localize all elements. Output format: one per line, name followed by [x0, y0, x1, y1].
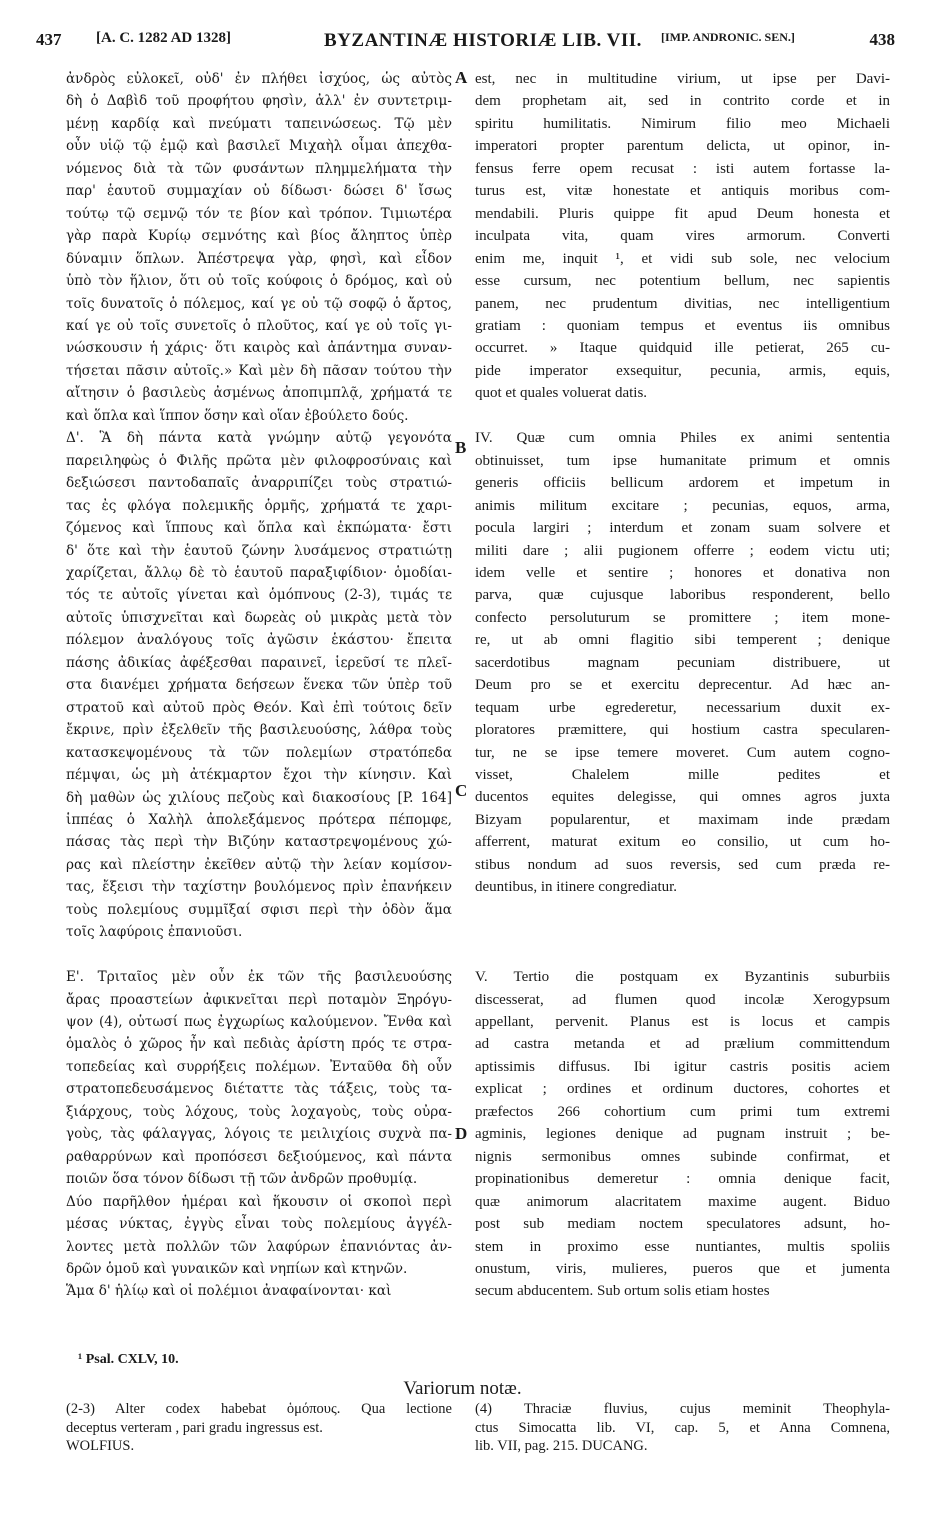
latin-text-line: explicat ; ordines et ordinum ductores, cohortes et [475, 1081, 890, 1098]
greek-text-line: παρ' ἑαυτοῦ συμμαχίαν οὐ δίδωσι· δώσει δ' ἴσως [66, 183, 452, 200]
latin-text-line: gratiam : quoniam tempus et eventus iis omnibus [475, 317, 890, 334]
greek-text-line: Ε'. Τριταῖος μὲν οὖν ἐκ τῶν τῆς βασιλευούσης [66, 969, 452, 986]
greek-text-line: τούτῳ τῷ σεμνῷ τόν τε βίον καὶ τρόπον. Τιμιωτέρα [66, 205, 452, 222]
latin-text-line: idem velle et sentire ; honores et donativa non [475, 564, 890, 581]
latin-text-line: re, ut ab omni flagitio sibi temperent ; denique [475, 632, 890, 649]
notes-title: Variorum notæ. [403, 1378, 522, 1399]
greek-text-line: ρας καὶ πλείστην ἐκεῖθεν αὐτῷ τὴν λείαν κομίσον- [66, 856, 452, 873]
latin-text-line: appellant, pervenit. Planus est is locus et campis [475, 1013, 890, 1030]
greek-text-line: πέμψαι, ὡς μὴ ἀτέκμαρτον ἔχοι τὴν κίνησιν. Καὶ [66, 767, 452, 784]
greek-text-line: ποιῶν ὅσα τόνον δίδωσι τῇ τῶν ἀνδρῶν προθυμίᾳ. [66, 1171, 418, 1188]
latin-text-line: ducentos equites delegisse, qui omnes agros juxta [475, 789, 890, 806]
section-marker-c: C [455, 781, 468, 800]
greek-text-line: στρατοπεδευσάμενος διέταττε τὰς τάξεις, τοὺς τα- [66, 1081, 452, 1098]
section-marker-d: D [455, 1124, 468, 1143]
latin-text-line: imperatori propter parentum delicta, ut opinor, in- [475, 138, 890, 155]
latin-text-line: sacerdotibus magnam pecuniam distribuere, ut [475, 654, 890, 671]
greek-text-line: μένῃ καρδίᾳ καὶ πνεύματι ταπεινώσεως. Τῷ μὲν [66, 115, 452, 132]
latin-text-line: visset, Chalelem mille pedites et [475, 767, 890, 784]
section-marker-a: A [455, 68, 468, 87]
running-header [36, 30, 895, 58]
greek-text-line: αὐτοῖς ὑπισχνεῖται καὶ δωρεὰς οὐ μικρὰς μετὰ τὸν [66, 609, 452, 626]
greek-text-line: τοπεδείας καὶ συρρήξεις πολέμων. Ἐνταῦθα δὴ οὖν [66, 1058, 452, 1075]
greek-text-line: Ἅμα δ' ἡλίῳ καὶ οἱ πολέμιοι ἀναφαίνονται· καὶ [66, 1283, 392, 1300]
latin-text-line: discesserat, ad flumen quod incolæ Xerogypsum [475, 991, 890, 1008]
latin-text-line: ad castra metanda et ad prælium committendum [475, 1036, 890, 1053]
note-line: lib. VII, pag. 215. DUCANG. [475, 1438, 648, 1454]
greek-text-line: στα διανέμει χρήματα δεήσεων ἕνεκα τῶν ὑπὲρ τοῦ [66, 677, 452, 694]
greek-text-line: αἴτησιν ὁ βασιλεὺς ἀσμένως ἀποπιμπλᾷ, χρήματά τε [66, 385, 452, 402]
date-range: [A. C. 1282 AD 1328] [96, 30, 231, 46]
latin-text-column [475, 68, 890, 1303]
greek-text-line: ξιάρχους, τοὺς λόχους, τοὺς λοχαγοὺς, τοὺς οὐρα- [66, 1103, 452, 1120]
greek-text-line: ὁμαλὸς ὁ χῶρος ἦν καὶ πεδιὰς ἀρίστη πρός τε στρα- [66, 1036, 452, 1053]
greek-text-line: καὶ ὅπλα καὶ ἵππον ὅσην καὶ οἵαν ἐβούλετο δούς. [66, 407, 409, 424]
greek-text-column [66, 68, 452, 1303]
greek-text-line: δύναμιν ὅπλων. Ἀπέστρεψα γὰρ, φησὶ, καὶ εἶδον [66, 250, 452, 267]
greek-text-line: δ' ὅτε καὶ τὴν ἑαυτοῦ ζώνην λυσάμενος στρατιώτῃ [66, 542, 452, 559]
latin-text-line: Deum pro se et exercitu deprecentur. Ad hæc an- [475, 677, 890, 694]
latin-text-line: stem in proximo esse nuntiantes, multis spoliis [475, 1238, 890, 1255]
greek-text-line: γὰρ παρὰ Κυρίῳ σεμνότης καὶ βίος ἄληπτος ὑπὲρ [66, 228, 452, 245]
latin-text-line: stibus nondum ad suos reversis, sed cum præda re- [475, 856, 890, 873]
latin-text-line: tequam urbe egrederetur, necessarium duxit ex- [475, 699, 890, 716]
note-line: (2-3) Alter codex habebat ὁμόπους. Qua lectione [66, 1401, 452, 1417]
greek-text-line: τας, ἔξεισι τὴν ταχίστην βουλόμενος πρὶν ἐπανήκειν [66, 879, 452, 896]
greek-text-line: δὴ μαθὼν ὡς χιλίους πεζοὺς καὶ διακοσίους [P. 164] [66, 789, 452, 806]
paragraph-gap [475, 921, 890, 943]
latin-text-line: propinationibus demeretur : omnia denique facit, [475, 1171, 890, 1188]
greek-text-line: ζόμενος καὶ ἵππους καὶ ὅπλα καὶ ἐκπώματα· ἔστι [66, 520, 452, 537]
latin-text-line: panem, nec prudentum divitias, nec intelligentium [475, 295, 890, 312]
latin-text-line: Bizyam popularentur, et maximam inde prædam [475, 811, 890, 828]
paragraph-gap [475, 405, 890, 427]
greek-text-line: στρατοῦ καὶ αὐτοῦ πρὸς Θεόν. Καὶ ἐπὶ τούτοις δεῖν [66, 699, 452, 716]
greek-text-line: πάσης ἀδικίας ἀφέξεσθαι παραινεῖ, ἱερεῦσί τε πλεῖ- [66, 654, 452, 671]
latin-text-line: mendabili. Pluris quippe fit apud Deum honesta et [475, 205, 890, 222]
variorum-note-left [66, 1400, 452, 1456]
latin-text-line: parva, quæ cujusque laboribus responderent, bello [475, 587, 890, 604]
book-title: BYZANTINÆ HISTORIÆ LIB. VII. [324, 30, 642, 51]
paragraph-gap [66, 944, 452, 966]
greek-text-line: χαρίζεται, ἄλλῳ δὲ τὸ ἑαυτοῦ παραξιφίδιον· ὁμοδίαι- [66, 564, 452, 581]
greek-text-line: δεξιώσεσι παντοδαπαῖς ἀναρριπίζει τοὺς στρατιώ- [66, 475, 452, 492]
latin-text-line: occurret. » Itaque quidquid ille petierat, 265 cu- [475, 340, 890, 357]
latin-text-line: enim me, inquit ¹, et vidi sub sole, nec velocium [475, 250, 890, 267]
greek-text-line: ἄρας προαστείων ἀφικνεῖται περὶ ποταμὸν Ξηρόγυ- [66, 991, 452, 1008]
latin-text-line: IV. Quæ cum omnia Philes ex animi sententia [475, 430, 890, 447]
latin-text-line: est, nec in multitudine virium, ut ipse per Davi- [475, 71, 890, 87]
greek-text-line: μέσας νύκτας, ἐγγὺς εἶναι τοὺς πολεμίους ἀγγέλ- [66, 1216, 452, 1233]
latin-text-line: V. Tertio die postquam ex Byzantinis suburbiis [475, 969, 890, 986]
page-number-right: 438 [869, 30, 895, 49]
latin-text-line: agminis, legiones denique ad pugnam instruit ; be- [475, 1126, 890, 1143]
greek-text-line: Δύο παρῆλθον ἡμέραι καὶ ἥκουσιν οἱ σκοποὶ περὶ [66, 1193, 452, 1210]
latin-text-line: pocula largiri ; interdum et zonam suam solvere et [475, 520, 890, 537]
latin-text-line: esse cursum, nec potentium bellum, nec sapientis [475, 273, 890, 290]
latin-text-line: confecto persoluturum se promittere ; item mone- [475, 609, 890, 626]
greek-text-line: ραθαρρύνων καὶ προπόσεσι δεξιούμενος, καὶ πάντα [66, 1148, 452, 1165]
greek-text-line: ὑπὸ τὸν ἥλιον, ὅτι οὐ τοῖς κούφοις ὁ δρόμος, καὶ οὐ [66, 273, 452, 290]
emperor-label: [IMP. ANDRONIC. SEN.] [661, 30, 795, 44]
greek-text-line: ἔκρινε, πρὶν ἐξελθεῖν τῆς βασιλευούσης, λάθρα τοὺς [66, 722, 452, 739]
greek-text-line: καί γε οὐ τοῖς συνετοῖς ὁ πλοῦτος, καί γε οὐ τοῖς γι- [66, 317, 452, 334]
variorum-note-right [475, 1400, 890, 1456]
greek-text-line: τοῖς δυνατοῖς ὁ πόλεμος, καί γε οὐ τῷ σοφῷ ὁ ἄρτος, [66, 295, 452, 312]
latin-text-line: generis officiis bellicum ardorem et impetum in [475, 475, 890, 492]
greek-text-line: τοῖς λαφύροις ἐπανιοῦσι. [66, 924, 243, 941]
greek-text-line: γοὺς, τὰς φάλαγγας, λόγοις τε μειλιχίοις συχνὰ πα- [66, 1126, 452, 1143]
greek-text-line: παρειληφὼς ὁ Φιλῆς πρῶτα μὲν φιλοφροσύναις καὶ [66, 452, 452, 469]
note-line: WOLFIUS. [66, 1438, 135, 1454]
latin-text-line: aptissimis diffusus. Ibi igitur castris positis aciem [475, 1058, 890, 1075]
latin-text-line: militi dare ; alii pugionem offerre ; eodem victu uti; [475, 542, 890, 559]
latin-text-line: inculpata vita, quam vires armorum. Converti [475, 228, 890, 245]
footnote: ¹ Psal. CXLV, 10. [78, 1352, 179, 1367]
latin-text-line: turus est, vitæ honestate et antiquis moribus com- [475, 183, 890, 200]
latin-text-line: præfectos 266 cohortium cum primi tum extremi [475, 1103, 890, 1120]
greek-text-line: ψον (4), οὑτωσί πως ἐγχωρίως καλούμενον. Ἔνθα καὶ [66, 1014, 452, 1031]
greek-text-line: τήσεται πᾶσιν αὐτοῖς.» Καὶ μὲν δὴ πᾶσαν τούτου τὴν [66, 362, 452, 379]
latin-text-line: pide imperator exsequitur, pecunia, armis, equis, [475, 362, 890, 379]
section-marker-b: B [455, 438, 467, 457]
latin-text-line: secum abducentem. Sub ortum solis etiam hostes [475, 1283, 770, 1300]
latin-text-line: spiritu humilitatis. Nimirum filio meo Michaeli [475, 115, 890, 132]
latin-text-line: tur, ne se ipse temere moveret. Cum autem cogno- [475, 744, 890, 761]
greek-text-line: κατασκεψομένους τὰ τῶν πολεμίων στρατόπεδα [66, 744, 452, 761]
page-number-left: 437 [36, 30, 62, 49]
latin-text-line: nignis sermonibus omnes subinde confirmat, et [475, 1148, 890, 1165]
greek-text-line: Δ'. Ἃ δὴ πάντα κατὰ γνώμην αὐτῷ γεγονότα [66, 430, 452, 447]
note-line: deceptus verteram , pari gradu ingressus est. [66, 1419, 323, 1436]
latin-text-line: quot et quales voluerat datis. [475, 385, 648, 402]
note-line: (4) Thraciæ fluvius, cujus meminit Theophyla- [475, 1401, 890, 1417]
greek-text-line: δρῶν ὁμοῦ καὶ γυναικῶν καὶ νηπίων καὶ κτηνῶν. [66, 1261, 408, 1277]
greek-text-line: λοντες μετὰ πολλῶν τῶν λαφύρων ἐπανιόντας ἀν- [66, 1238, 452, 1255]
paragraph-gap [475, 944, 890, 966]
greek-text-line: τας ἐς φλόγα πολεμικῆς ὁρμῆς, χρήματά τε χαρι- [66, 497, 452, 514]
latin-text-line: ploratores præmittere, qui hostium castra specularen- [475, 722, 890, 739]
latin-text-line: fensus ferre opem recusat : isti autem fortasse la- [475, 160, 890, 177]
greek-text-line: νόμενος διὰ τὰ τῶν φυσάντων πλημμελήματα τὴν [66, 160, 452, 177]
note-line: ctus Simocatta lib. VI, cap. 5, et Anna Comnena, [475, 1419, 890, 1436]
greek-text-line: πόλεμον ἀναλόγους τοῖς ἀγῶσιν ἑκάστου· ἔπειτα [66, 632, 452, 649]
greek-text-line: πάσας τὰς περὶ τὴν Βιζύην καταστρεψομένους χώ- [66, 834, 452, 851]
greek-text-line: τοὺς πολεμίους συμμῖξαί σφισι περὶ τὴν ὁδὸν ἅμα [66, 901, 452, 918]
latin-text-line: animis militum excitare ; pecunias, equos, arma, [475, 497, 890, 514]
greek-text-line: οὖν υἱῷ τῷ ἐμῷ καὶ βασιλεῖ Μιχαὴλ οἶμαι ἀπεχθα- [66, 138, 452, 155]
latin-text-line: dem prophetam ait, sed in contrito corde et in [475, 93, 890, 110]
latin-text-line: quæ animorum alacritatem maxime augent. Biduo [475, 1193, 890, 1210]
greek-text-line: δὴ ὁ Δαβὶδ τοῦ προφήτου φησὶν, ἀλλ' ἐν συντετριμ- [66, 93, 452, 110]
latin-text-line: onustum, viris, mulieres, pueros que et jumenta [475, 1260, 890, 1277]
paragraph-gap [475, 899, 890, 921]
latin-text-line: post sub mediam noctem speculatores adsunt, ho- [475, 1216, 890, 1233]
latin-text-line: obtinuisset, tum ipse humanitate primum et omnis [475, 452, 890, 469]
greek-text-line: ἀνδρὸς εὐλοκεῖ, οὐδ' ἐν πλήθει ἰσχύος, ὡς αὐτὸς [66, 71, 452, 87]
greek-text-line: ἱππέας ὁ Χαλὴλ ἀπολεξάμενος πρότερα πέπομφε, [66, 811, 452, 828]
greek-text-line: νώσκουσιν ἡ χάρις· ὅτι καιρὸς καὶ ἀπάντημα συναν- [66, 340, 452, 357]
greek-text-line: τός τε αὐτοῖς γίνεται καὶ ὁμόπνους (2-3), τιμάς τε [66, 587, 452, 604]
latin-text-line: afferrent, maturat exitum eo consilio, ut cum ho- [475, 834, 890, 851]
latin-text-line: deuntibus, in itinere congrediatur. [475, 879, 678, 896]
